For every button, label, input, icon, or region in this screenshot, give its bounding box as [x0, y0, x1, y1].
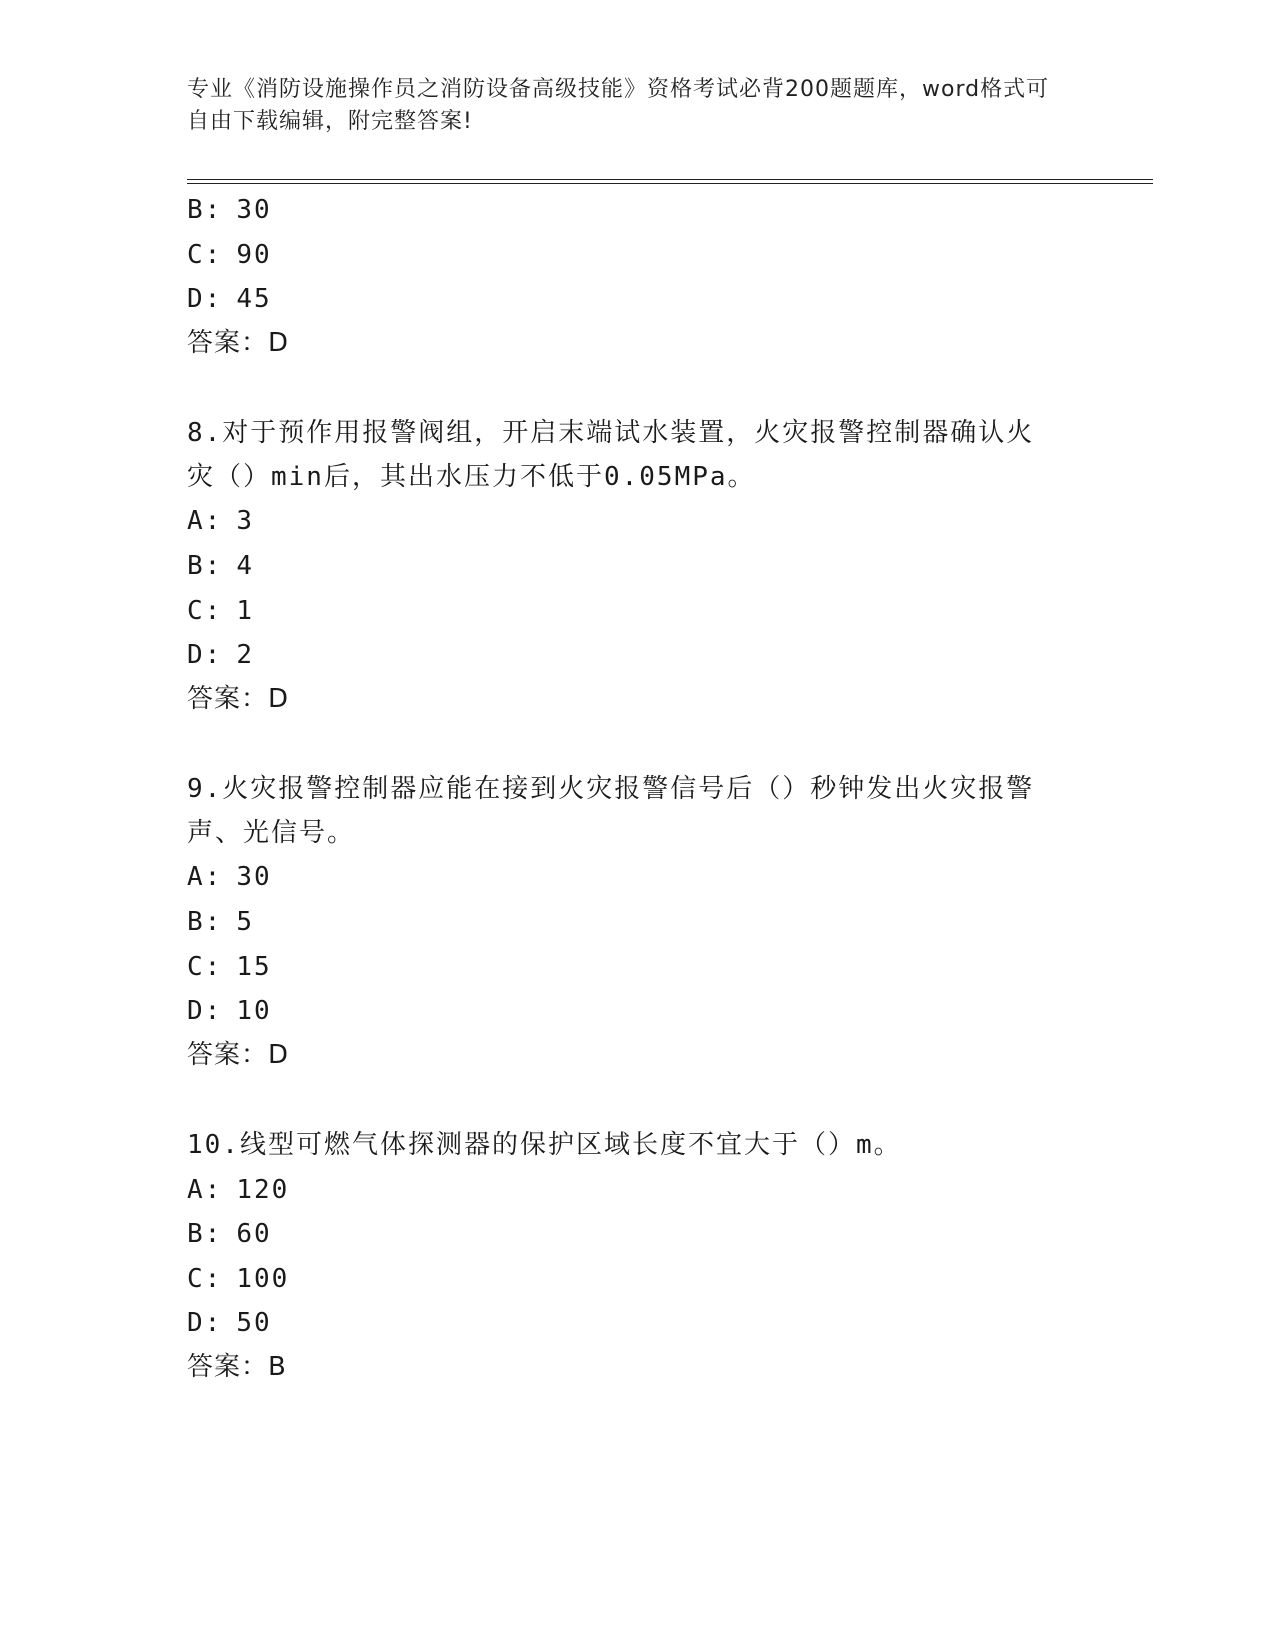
option-d: D: 10 [187, 996, 272, 1026]
header-rule-top [187, 179, 1153, 180]
option-a: A: 120 [187, 1175, 290, 1205]
question-stem-9: 9.火灾报警控制器应能在接到火灾报警信号后（）秒钟发出火灾报警 [187, 774, 1035, 804]
option-c: C: 1 [187, 596, 254, 626]
option-d: D: 2 [187, 640, 254, 670]
answer: 答案：D [187, 684, 290, 714]
option-b: B: 5 [187, 907, 254, 937]
option-b: B: 4 [187, 551, 254, 581]
question-stem-10: 10.线型可燃气体探测器的保护区域长度不宜大于（）m。 [187, 1130, 902, 1160]
option-d: D: 50 [187, 1308, 272, 1338]
answer: 答案：D [187, 328, 290, 358]
answer: 答案：B [187, 1352, 287, 1382]
option-b: B: 30 [187, 195, 272, 225]
header-rule-bottom [187, 183, 1153, 184]
option-c: C: 100 [187, 1264, 290, 1294]
option-c: C: 90 [187, 240, 272, 270]
question-stem-9-cont: 声、光信号。 [187, 818, 356, 848]
option-a: A: 30 [187, 862, 272, 892]
document-header: 专业《消防设施操作员之消防设备高级技能》资格考试必背200题题库，word格式可自由下载编辑，附完整答案! [187, 77, 1050, 134]
option-b: B: 60 [187, 1219, 272, 1249]
option-d: D: 45 [187, 284, 272, 314]
option-c: C: 15 [187, 952, 272, 982]
answer: 答案：D [187, 1040, 290, 1070]
question-stem-8: 8.对于预作用报警阀组，开启末端试水装置，火灾报警控制器确认火 [187, 418, 1035, 448]
question-stem-8-cont: 灾（）min后，其出水压力不低于0.05MPa。 [187, 462, 756, 492]
option-a: A: 3 [187, 506, 254, 536]
